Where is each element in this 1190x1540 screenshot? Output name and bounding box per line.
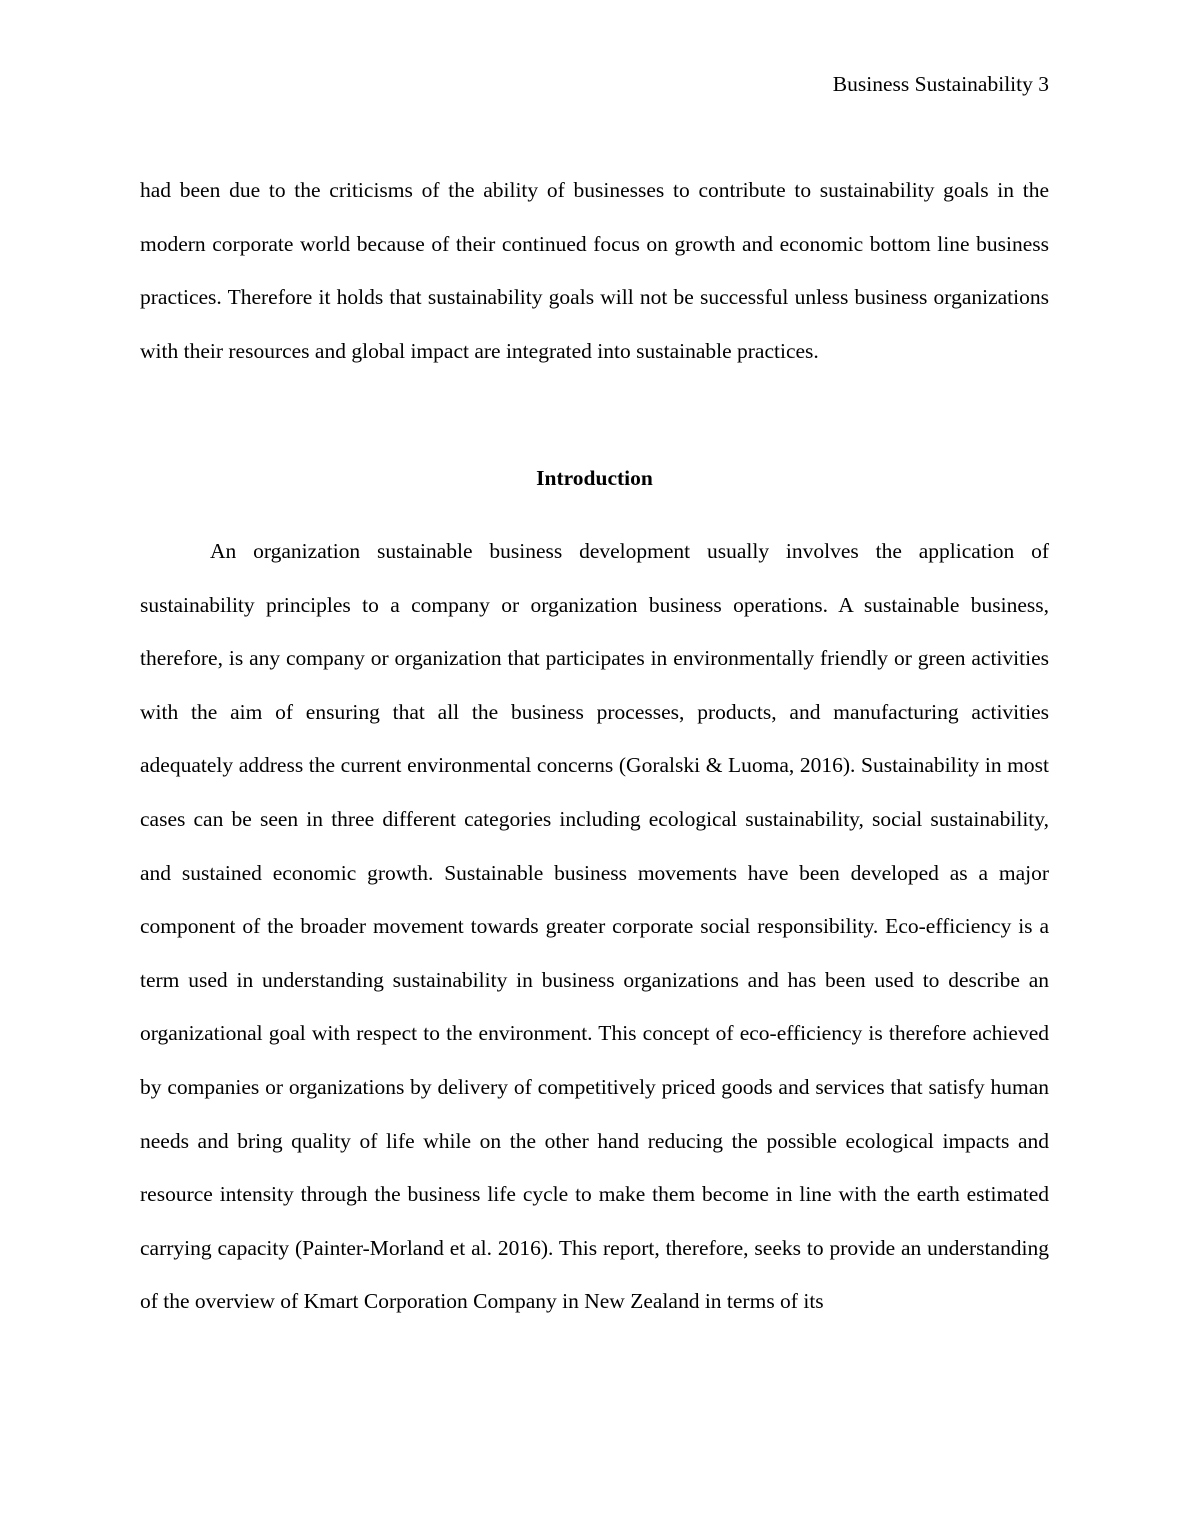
- section-heading-introduction: Introduction: [536, 466, 653, 490]
- body-paragraph-introduction: An organization sustainable business development usually involves the application of sustainability principles to a company or organization business operations. A sustainable business, therefore, is any company or organization that participates in environmentally friendly or green activities with the aim of ensuring that all the business processes, products, and manufacturing activities adequately address the current environmental concerns (Goralski & Luoma, 2016). Sustainability in most cases can be seen in three different categories including ecological sustainability, social sustainability, and sustained economic growth. Sustainable business movements have been developed as a major component of the broader movement towards greater corporate social responsibility. Eco-efficiency is a term used in understanding sustainability in business organizations and has been used to describe an organizational goal with respect to the environment. This concept of eco-efficiency is therefore achieved by companies or organizations by delivery of competitively priced goods and services that satisfy human needs and bring quality of life while on the other hand reducing the possible ecological impacts and resource intensity through the business life cycle to make them become in line with the earth estimated carrying capacity (Painter-Morland et al. 2016). This report, therefore, seeks to provide an understanding of the overview of Kmart Corporation Company in New Zealand in terms of its: [140, 539, 1049, 1314]
- running-head: Business Sustainability 3: [832, 72, 1049, 96]
- body-paragraph-continued: had been due to the criticisms of the ability of businesses to contribute to sustainability goals in the modern corporate world because of their continued focus on growth and economic bottom line business practices. Therefore it holds that sustainability goals will not be successful unless business organizations with their resources and global impact are integrated into sustainable practices.: [140, 178, 1049, 363]
